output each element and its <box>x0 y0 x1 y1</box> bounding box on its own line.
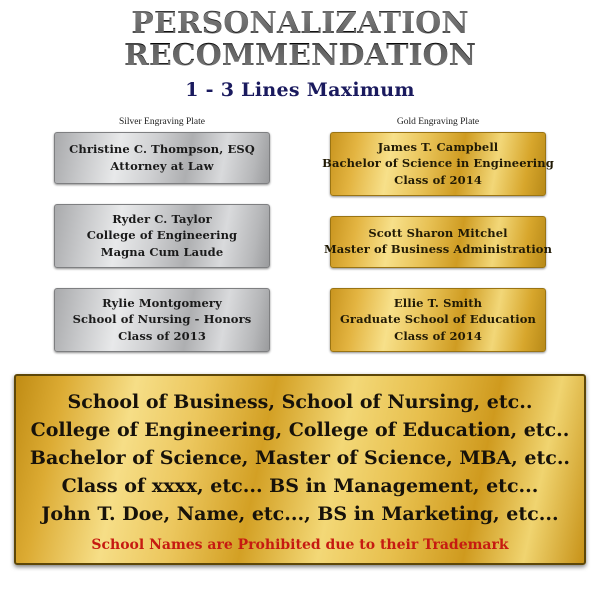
gold-plate-sample-2 <box>323 216 553 268</box>
silver-plate-column <box>33 132 291 372</box>
plate-line: Ellie T. Smith <box>393 295 483 310</box>
column-header-gold <box>309 117 567 132</box>
page-subtitle: 1 - 3 Lines Maximum <box>185 79 415 101</box>
plate-line: School of Nursing - Honors <box>72 312 252 327</box>
plate-line: Class of 2014 <box>394 172 482 187</box>
plate-samples-grid <box>0 132 600 372</box>
plate-line: Scott Sharon Mitchel <box>368 226 508 241</box>
plate-line: Christine C. Thompson, ESQ <box>69 142 255 157</box>
plate-line: College of Engineering <box>86 228 238 243</box>
examples-banner-wrapper <box>0 374 600 565</box>
plate-line: Graduate School of Education <box>340 312 536 327</box>
page-title: PERSONALIZATION RECOMMENDATION <box>0 0 600 71</box>
column-headers <box>0 117 600 132</box>
gold-plate-sample-3 <box>330 288 546 352</box>
plate-line: Class of 2013 <box>118 328 206 343</box>
plate-line: Master of Business Administration <box>323 242 553 257</box>
column-header-silver <box>33 117 291 132</box>
banner-line: Class of xxxx, etc... BS in Management, etc... <box>61 475 539 498</box>
banner-line: School of Business, School of Nursing, etc.. <box>67 390 533 413</box>
silver-plate-sample-2 <box>54 204 270 268</box>
plate-line: Ryder C. Taylor <box>112 212 212 226</box>
silver-plate-sample-3 <box>54 288 270 352</box>
silver-plate-sample-1 <box>54 132 270 184</box>
plate-line: Attorney at Law <box>110 158 214 173</box>
gold-plate-column <box>309 132 567 372</box>
plate-line: Magna Cum Laude <box>100 244 224 259</box>
plate-line: James T. Campbell <box>377 140 499 154</box>
plate-line: Bachelor of Science in Engineering <box>322 156 554 171</box>
silver-column-label: Silver Engraving Plate <box>118 117 205 127</box>
banner-line: John T. Doe, Name, etc..., BS in Marketing, etc... <box>41 503 559 526</box>
banner-line: Bachelor of Science, Master of Science, MBA, etc.. <box>29 447 571 470</box>
plate-line: Rylie Montgomery <box>102 295 222 310</box>
gold-column-label: Gold Engraving Plate <box>396 117 480 127</box>
gold-plate-sample-1 <box>322 132 554 196</box>
trademark-warning-note: School Names are Prohibited due to their Trademark <box>91 536 509 553</box>
plate-line: Class of 2014 <box>394 328 482 343</box>
examples-banner <box>14 374 586 565</box>
banner-line: College of Engineering, College of Education, etc.. <box>30 419 570 442</box>
